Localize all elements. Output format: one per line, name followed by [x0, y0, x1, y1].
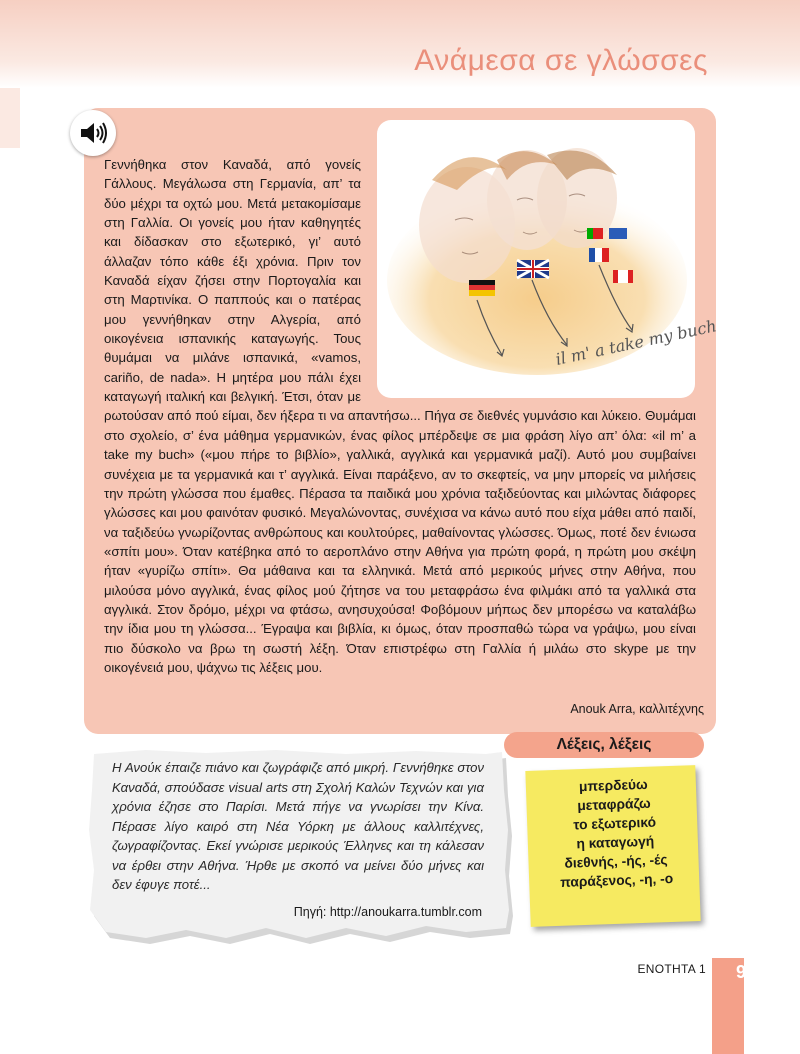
source-link[interactable]: Πηγή: http://anoukarra.tumblr.com	[293, 905, 482, 919]
artist-bio: Η Ανούκ έπαιζε πιάνο και ζωγράφιζε από μικρή. Γεννήθηκε στον Καναδά, σπούδασε visual arts στη Σχολή Καλών Τεχνών και για χρόνια έζησε στο Παρίσι. Μετά πήγε να γνωρίσει την Κίνα. Πέρασε λίγο καιρό στη Νέα Υόρκη με άλλους καλλιτέχνες, ζωγραφίζοντας. Εκεί γνώρισε μερικούς Έλληνες και τη κάλεσαν να έρθει στην Αθήνα. Ήρθε με σκοπό να μείνει δύο μήνες και δεν έφυγε ποτέ...	[112, 760, 484, 892]
vocabulary-item: το εξωτερικό	[573, 814, 657, 833]
main-story	[104, 155, 696, 677]
vocabulary-item: η καταγωγή	[576, 833, 655, 852]
page-number: 9	[736, 962, 747, 982]
vocabulary-item: μεταφράζω	[577, 795, 651, 814]
handwritten-phrase: il m' a take my buch	[553, 316, 719, 369]
vocabulary-list	[528, 773, 702, 893]
vocabulary-item: διεθνής, -ής, -ές	[564, 852, 668, 871]
image-spacer	[371, 155, 696, 401]
vocabulary-header: Λέξεις, λέξεις	[504, 732, 704, 758]
audio-button[interactable]	[70, 110, 116, 156]
vocabulary-item: μπερδεύω	[578, 776, 648, 795]
speaker-icon	[78, 120, 108, 146]
header-band-edge	[0, 88, 20, 148]
page-title: Ανάμεσα σε γλώσσες	[414, 44, 708, 77]
unit-label: ΕΝΟΤΗΤΑ 1	[637, 962, 706, 976]
vocabulary-item: παράξενος, -η, -ο	[559, 871, 674, 890]
author-credit: Anouk Arra, καλλιτέχνης	[570, 702, 704, 716]
main-story-text: Γεννήθηκα στον Καναδά, από γονείς Γάλλους. Μεγάλωσα στη Γερμανία, απ’ τα δύο μέχρι τα οχτώ μου. Μετά μετακομίσαμε στη Γαλλία. Οι γονείς μου ήταν καθηγητές και δίδασκαν στο εξωτερικό, γι’ αυτό άλλαζαν τόπο κάθε έξι χρόνια. Πριν τον Καναδά είχαν ζήσει στην Πορτογαλία και στη Μαρτινίκα. Ο παππούς και ο πατέρας μου γεννήθηκαν στην Αλγερία, από οικογένεια ισπανικής καταγωγής. Τους θυμάμαι να μιλάνε ισπανικά, «vamos, cariño, de nada». Η μητέρα μου πάλι έχει καταγωγή ιταλική και βελγική. Έτσι, όταν με ρωτούσαν από πού είμαι, δεν ήξερα τι να απαντήσω... Πήγα σε διεθνές γυμνάσιο και λύκειο. Θυμάμαι στο σχολείο, σ’ ένα μάθημα γερμανικών, ένας φίλος μπέρδεψε σε μια φράση λίγο απ’ όλα: «il m’ a take my buch» («μου πήρε το βιβλίο», γαλλικά, αγγλικά και γερμανικά μαζί). Αυτό μου συμβαίνει συνέχεια με τα γερμανικά και τ’ αγγλικά. Είναι παράξενο, αν το σκεφτείς, να μην μπορείς να μιλήσεις την πρώτη γλώσσα που έμαθες. Πέρασα τα παιδικά μου χρόνια ταξιδεύοντας και μιλώντας διάφορες γλώσσες και μου φαινόταν φυσικό. Μεγαλώνοντας, συνέχισα να κάνω αυτό που είχα μάθει από παιδί, να ταξιδεύω γνωρίζοντας ανθρώπους και κουλτούρες, μαθαίνοντας γλώσσες. Όμως, ποτέ δεν ένιωσα «σπίτι μου». Όταν κατέβηκα από το αεροπλάνο στην Αθήνα για πρώτη φορά, η πρώτη μου σκέψη ήταν «γυρίζω σπίτι». Θα μάθαινα και τα ελληνικά. Μετά από μερικούς μήνες στην Αθήνα, που μιλούσα μόνο αγγλικά, ένας φίλος μού ζήτησε να του μεταφράσω ένα φιλμάκι από τα γαλλικά στα αγγλικά. Στον δρόμο, μέχρι να φτάσω, ανησυχούσα! Φοβόμουν μήπως δεν μπορέσω να καταλάβω την ίδια μου τη γλώσσα... Έγραψα και βιβλία, κι όμως, όταν προσπαθώ τώρα να γράψω, μου είναι πιο δύσκολο να βρω τη σωστή λέξη. Όταν επιστρέφω στη Γαλλία ή μιλάω στο skype με την οικογένειά μου, ψάχνω τις λέξεις μου.	[104, 157, 696, 675]
